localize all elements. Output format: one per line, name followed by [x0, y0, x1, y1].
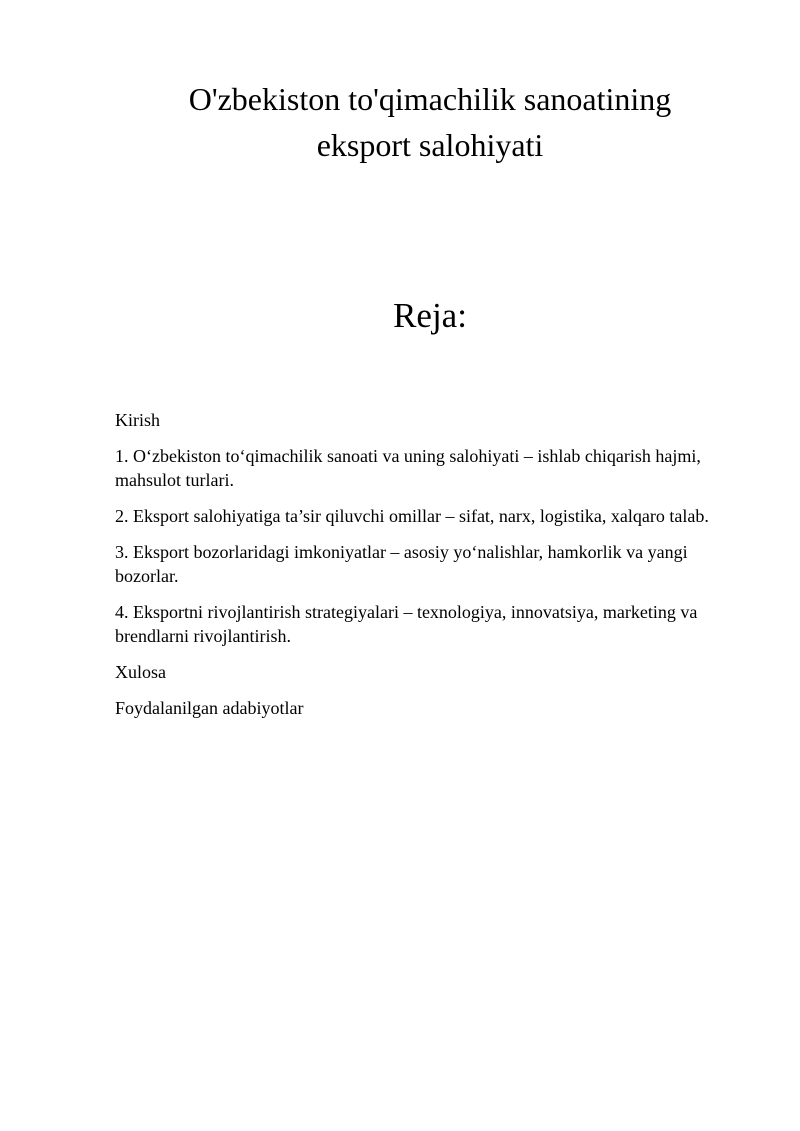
plan-heading: Reja:	[393, 296, 467, 335]
document-title	[110, 76, 750, 168]
plan-item-4: 4. Eksportni rivojlantirish strategiyalari – texnologiya, innovatsiya, marketing va brendlarni rivojlantirish.	[115, 602, 698, 646]
plan-item-conclusion: Xulosa	[115, 662, 166, 682]
plan-list	[115, 408, 745, 732]
plan-item-3: 3. Eksport bozorlaridagi imkoniyatlar – asosiy yo‘nalishlar, hamkorlik va yangi bozorlar.	[115, 542, 688, 586]
document-title-line-1: O'zbekiston to'qimachilik sanoatining	[188, 81, 672, 117]
plan-item-references: Foydalanilgan adabiyotlar	[115, 698, 304, 718]
plan-item-2: 2. Eksport salohiyatiga ta’sir qiluvchi omillar – sifat, narx, logistika, xalqaro talab.	[115, 506, 709, 526]
plan-item-1: 1. O‘zbekiston to‘qimachilik sanoati va uning salohiyati – ishlab chiqarish hajmi, mahsulot turlari.	[115, 446, 701, 490]
plan-item-introduction: Kirish	[115, 410, 160, 430]
document-title-line-2: eksport salohiyati	[316, 127, 544, 163]
